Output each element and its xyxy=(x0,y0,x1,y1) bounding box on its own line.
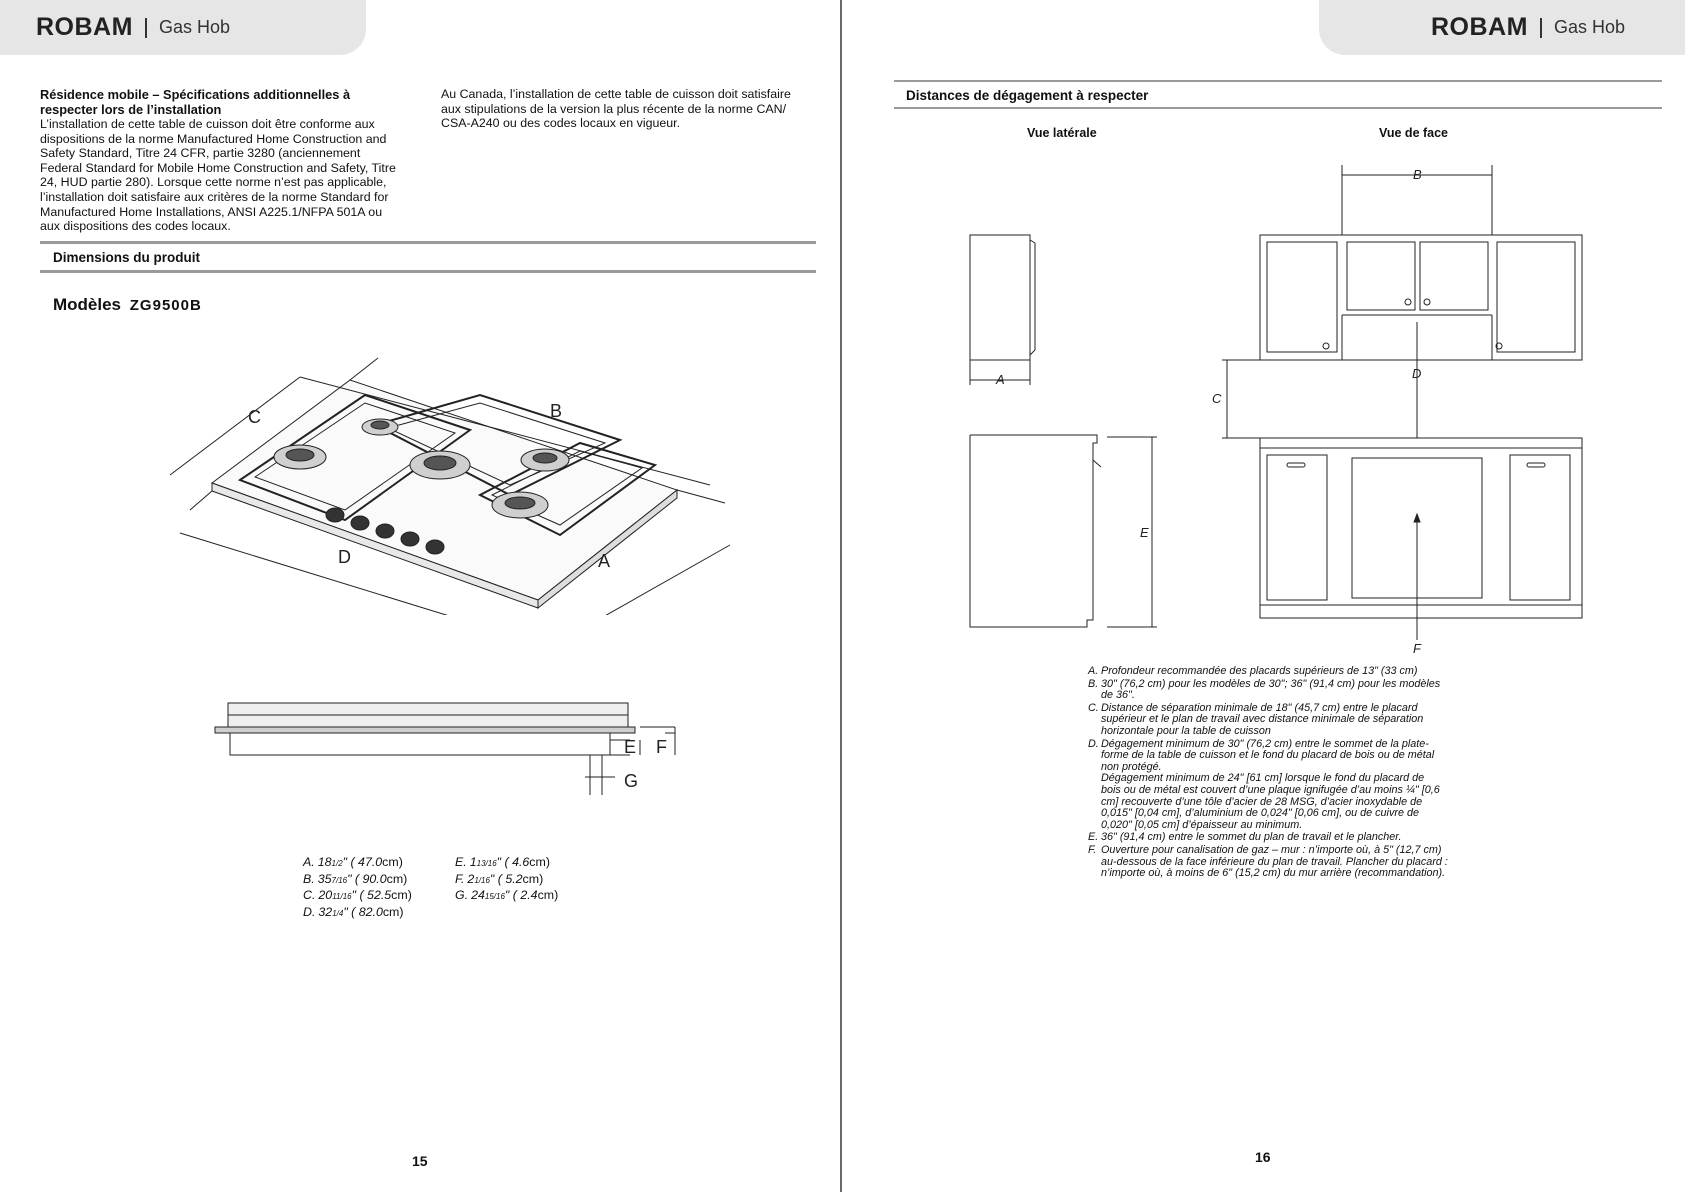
body-line: L’installation de cette table de cuisson doit être conforme aux xyxy=(40,117,375,131)
label-f: F xyxy=(1413,641,1421,656)
base-cabinet-door-right xyxy=(1510,455,1570,600)
dimension-key: C. xyxy=(303,888,316,903)
door-handle xyxy=(1287,463,1305,467)
front-view-label: Vue de face xyxy=(1379,126,1449,140)
upper-cabinet-door-center-left xyxy=(1347,242,1415,310)
note-line: au-dessous de la face inférieure du plan de travail. Plancher du placard : xyxy=(1101,855,1448,868)
note-key: A. xyxy=(1088,665,1099,677)
dimension-item xyxy=(455,855,558,872)
label-c: C xyxy=(1212,391,1222,406)
dimension-unit: cm) xyxy=(529,855,550,869)
front-view-diagram xyxy=(1192,160,1642,660)
dimension-unit: cm) xyxy=(522,871,544,886)
note-line: non protégé. xyxy=(1101,760,1162,773)
dimension-unit: cm) xyxy=(386,871,408,886)
burner-right-cap xyxy=(533,453,557,463)
mobile-home-body xyxy=(40,117,396,234)
mobile-home-title xyxy=(40,88,350,117)
knob xyxy=(426,540,444,554)
dimension-unit: cm) xyxy=(537,888,559,903)
dimension-item xyxy=(455,888,558,905)
burner-center-cap xyxy=(424,456,456,470)
upper-cabinet-door-center-right xyxy=(1420,242,1488,310)
door-handle xyxy=(1527,463,1545,467)
burner-front-cap xyxy=(505,497,535,509)
models-label: Modèles xyxy=(53,295,122,314)
note-key: E. xyxy=(1088,831,1099,844)
dimension-whole: 18 xyxy=(317,855,332,869)
note-line: de 36". xyxy=(1101,689,1135,702)
extension-line xyxy=(677,490,725,503)
label-e: E xyxy=(624,737,637,757)
section-title-clearances: Distances de dégagement à respecter xyxy=(906,88,1149,103)
page-header xyxy=(1319,0,1685,55)
dimension-whole: 24 xyxy=(471,888,485,903)
upper-cabinet-side xyxy=(970,235,1030,360)
upper-cabinet-door-left xyxy=(1267,242,1337,352)
dimension-fraction: 13/16 xyxy=(476,859,497,868)
dimension-key: A. xyxy=(303,855,315,869)
dimension-item xyxy=(455,872,558,889)
dimension-item xyxy=(303,855,412,872)
body-line: Safety Standard, Titre 24 CFR, partie 3280 (anciennement xyxy=(40,146,361,161)
product-name: Gas Hob xyxy=(1553,17,1625,37)
body-line: dispositions de la norme Manufactured Home Construction and xyxy=(40,131,387,146)
upper-cabinet-frame xyxy=(1260,235,1582,360)
knob-icon xyxy=(1405,299,1411,305)
label-d: D xyxy=(1412,366,1422,381)
extension-line xyxy=(190,491,212,510)
note-line: n’importe où, à moins de 6" (15,2 cm) du mur arrière (recommandation). xyxy=(1101,867,1446,880)
dimension-key: B. xyxy=(303,871,315,886)
dimension-item xyxy=(303,888,412,905)
dimensions-list-left xyxy=(303,855,412,921)
burner-left-cap xyxy=(286,449,314,461)
note-item xyxy=(1088,739,1488,832)
countertop-edge xyxy=(1093,460,1101,467)
dimension-unit: cm) xyxy=(382,904,404,919)
models-heading xyxy=(53,295,202,315)
note-item xyxy=(1088,845,1488,880)
model-code: ZG9500B xyxy=(129,297,202,314)
header-separator xyxy=(1540,18,1542,38)
left-page xyxy=(0,0,840,1192)
label-c: C xyxy=(248,407,261,427)
knob xyxy=(351,516,369,530)
dimensions-list-right xyxy=(455,855,558,905)
dimension-whole: 32 xyxy=(318,904,333,919)
knob xyxy=(376,524,394,538)
section-rule-bottom xyxy=(894,107,1662,109)
label-a: A xyxy=(598,551,611,571)
dimension-fraction: 7/16 xyxy=(331,875,348,885)
dimension-key: E. xyxy=(455,855,467,869)
dimension-key: D. xyxy=(303,904,316,919)
note-line: forme de la table de cuisson et le fond du placard de bois ou de métal xyxy=(1101,749,1435,762)
dimension-whole: 35 xyxy=(317,871,332,886)
label-b: B xyxy=(550,401,563,421)
dimension-value: " ( 52.5 xyxy=(351,888,392,903)
dimension-value: " ( 47.0 xyxy=(342,855,383,869)
canada-body xyxy=(441,87,791,131)
note-key: F. xyxy=(1088,843,1097,856)
section-title-dimensions: Dimensions du produit xyxy=(53,250,200,265)
note-line: cm] recouverte d’une tôle d’acier de 28 MSG, d’acier inoxydable de xyxy=(1101,795,1423,808)
note-line: 30" (76,2 cm) pour les modèles de 30"; 36" (91,4 cm) pour les modèles xyxy=(1101,677,1441,690)
burner-rear-cap xyxy=(371,421,389,429)
page-number: 16 xyxy=(1255,1149,1271,1165)
base-cabinet-frame xyxy=(1260,448,1582,618)
header-separator xyxy=(145,18,147,38)
note-line: Dégagement minimum de 30" (76,2 cm) entre le sommet de la plate- xyxy=(1101,737,1429,750)
body-line: CSA-A240 ou des codes locaux en vigueur. xyxy=(441,116,681,131)
dimension-fraction: 11/16 xyxy=(332,892,352,902)
knob-icon xyxy=(1424,299,1430,305)
page-number: 15 xyxy=(412,1153,428,1169)
brand-logo: ROBAM xyxy=(1431,13,1528,41)
dimension-key: F. xyxy=(455,871,465,886)
dimension-whole: 20 xyxy=(318,888,333,903)
base-cabinet-door-left xyxy=(1267,455,1327,600)
section-rule-top xyxy=(894,80,1662,82)
hob-profile-diagram xyxy=(210,695,690,805)
label-a: A xyxy=(996,372,1005,387)
dimension-value: " ( 82.0 xyxy=(343,904,383,919)
note-line: horizontale pour la table de cuisson xyxy=(1101,724,1271,737)
label-b: B xyxy=(1413,167,1422,182)
side-view-diagram xyxy=(957,225,1157,635)
dimension-value: " ( 5.2 xyxy=(489,871,523,886)
glass-profile xyxy=(215,727,635,733)
dimension-unit: cm) xyxy=(382,855,403,869)
body-line: Manufactured Home Installations, ANSI A225.1/NFPA 501A ou xyxy=(40,204,383,219)
note-line: 0,020" [0,05 cm] d’épaisseur au minimum. xyxy=(1101,818,1303,831)
note-line: bois ou de métal est couvert d’une plaque ignifugée d’au moins ¼" [0,6 xyxy=(1101,783,1440,796)
dimension-item xyxy=(303,905,412,922)
note-item xyxy=(1088,666,1488,678)
label-f: F xyxy=(656,737,667,757)
dimension-unit: cm) xyxy=(391,888,412,903)
dimension-key: G. xyxy=(455,888,469,903)
dimension-fraction: 15/16 xyxy=(484,892,505,902)
note-line: 36" (91,4 cm) entre le sommet du plan de travail et le plancher. xyxy=(1101,831,1402,844)
door-edge xyxy=(1030,350,1035,355)
body-profile xyxy=(230,733,610,755)
body-line: 24, HUD partie 280). Lorsque cette norme n’est pas applicable, xyxy=(40,175,387,190)
section-rule-bottom xyxy=(40,270,816,273)
body-line: aux dispositions des codes locaux. xyxy=(40,219,231,234)
dimension-fraction: 1/4 xyxy=(332,908,344,918)
knob xyxy=(401,532,419,546)
side-view-label: Vue latérale xyxy=(1027,126,1097,140)
mobile-home-title-line: respecter lors de l’installation xyxy=(40,101,222,117)
body-line: Au Canada, l’installation de cette table de cuisson doit satisfaire xyxy=(441,87,791,101)
dimension-value: " ( 2.4 xyxy=(504,888,538,903)
dimension-whole: 1 xyxy=(469,855,477,869)
dimension-fraction: 1/16 xyxy=(474,875,490,885)
body-line: aux stipulations de la version la plus récente de la norme CAN/ xyxy=(441,101,787,116)
label-e: E xyxy=(1140,525,1149,540)
hob-perspective-diagram xyxy=(150,355,740,615)
right-page xyxy=(842,0,1685,1192)
knob-icon xyxy=(1323,343,1329,349)
note-key: D. xyxy=(1088,737,1099,750)
body-line: l’installation doit satisfaire aux critères de la norme Standard for xyxy=(40,189,389,204)
note-line: Distance de séparation minimale de 18" (45,7 cm) entre le placard xyxy=(1101,701,1418,714)
note-line: Ouverture pour canalisation de gaz – mur : n’importe où, à 5" (12,7 cm) xyxy=(1101,843,1442,856)
note-line: 0,015" [0,04 cm], d’aluminium de 0,024" [0,06 cm], ou de cuivre de xyxy=(1101,807,1419,820)
label-g: G xyxy=(624,771,639,791)
extension-line xyxy=(350,358,378,380)
brand-logo: ROBAM xyxy=(36,13,133,41)
door-edge xyxy=(1030,240,1035,243)
upper-cabinet-door-right xyxy=(1497,242,1575,352)
note-line: Dégagement minimum de 24" [61 cm] lorsque le fond du placard de xyxy=(1101,772,1425,785)
dimension-value: " ( 90.0 xyxy=(347,871,387,886)
product-name: Gas Hob xyxy=(158,17,230,37)
dimension-value: " ( 4.6 xyxy=(496,855,530,869)
label-d: D xyxy=(338,547,351,567)
dimension-whole: 2 xyxy=(467,871,475,886)
page-header xyxy=(0,0,366,55)
note-item xyxy=(1088,679,1488,702)
note-item xyxy=(1088,832,1488,844)
section-rule-top xyxy=(40,241,816,244)
note-line: supérieur et le plan de travail avec distance minimale de séparation xyxy=(1101,713,1424,726)
base-cabinet-side xyxy=(970,435,1097,627)
body-line: Federal Standard for Mobile Home Construction and Safety, Titre xyxy=(40,160,396,175)
mobile-home-title-line: Résidence mobile – Spécifications additionnelles à xyxy=(40,87,351,102)
arrow-head xyxy=(1414,514,1420,522)
clearance-notes xyxy=(1088,666,1488,881)
dimension-fraction: 1/2 xyxy=(331,859,343,868)
knob xyxy=(326,508,344,522)
note-item xyxy=(1088,703,1488,738)
countertop xyxy=(1260,438,1582,448)
dimension-item xyxy=(303,872,412,889)
note-key: C. xyxy=(1088,701,1099,714)
note-line: Profondeur recommandée des placards supérieurs de 13" (33 cm) xyxy=(1101,665,1418,677)
note-key: B. xyxy=(1088,677,1099,690)
